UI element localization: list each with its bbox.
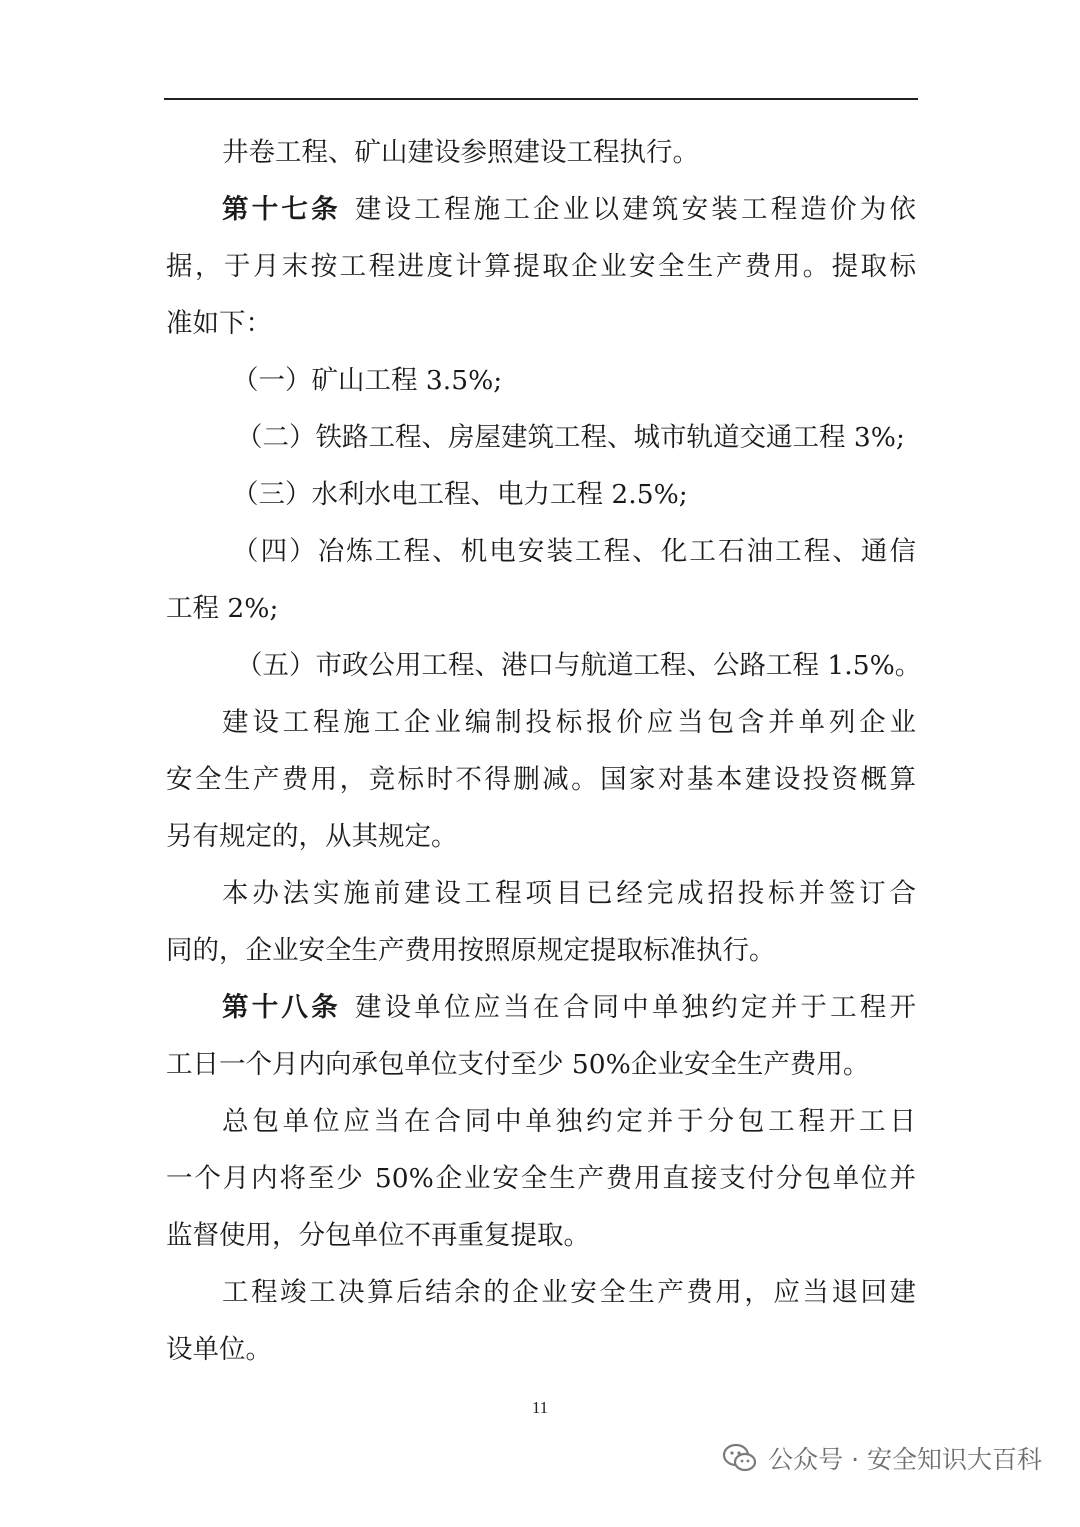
text-line: 据，于月末按工程进度计算提取企业安全生产费用。提取标 bbox=[166, 251, 916, 282]
watermark bbox=[722, 1438, 1042, 1478]
article-heading: 第十七条 bbox=[222, 194, 341, 225]
text-line: 工日一个月内向承包单位支付至少 50%企业安全生产费用。 bbox=[166, 1049, 870, 1080]
header-rule bbox=[164, 98, 918, 100]
text-line: 建设单位应当在合同中单独约定并于工程开 bbox=[354, 992, 917, 1023]
text-line: 同的，企业安全生产费用按照原规定提取标准执行。 bbox=[166, 935, 776, 966]
text-line: 本办法实施前建设工程项目已经完成招投标并签订合 bbox=[222, 878, 916, 909]
wechat-icon bbox=[722, 1443, 758, 1473]
list-item: （五）市政公用工程、港口与航道工程、公路工程 1.5%。 bbox=[236, 650, 922, 681]
text-line: 工程 2%; bbox=[166, 593, 279, 624]
watermark-text: 公众号 · 安全知识大百科 bbox=[768, 1445, 1042, 1474]
list-item: （二）铁路工程、房屋建筑工程、城市轨道交通工程 3%; bbox=[236, 422, 905, 453]
page-number: 11 bbox=[531, 1398, 549, 1417]
text-line: 监督使用，分包单位不再重复提取。 bbox=[166, 1220, 590, 1251]
text-line: 建设工程施工企业以建筑安装工程造价为依 bbox=[354, 194, 917, 225]
text-line: 另有规定的，从其规定。 bbox=[166, 821, 458, 852]
text-line: 设单位。 bbox=[166, 1334, 272, 1365]
article-17-first-line bbox=[166, 181, 916, 238]
list-item: （一）矿山工程 3.5%; bbox=[232, 365, 503, 396]
list-item: （四）冶炼工程、机电安装工程、化工石油工程、通信 bbox=[232, 536, 916, 567]
text-line: 工程竣工决算后结余的企业安全生产费用，应当退回建 bbox=[222, 1277, 916, 1308]
text-line: 一个月内将至少 50%企业安全生产费用直接支付分包单位并 bbox=[166, 1163, 916, 1194]
document-body bbox=[166, 124, 922, 1378]
text-line: 总包单位应当在合同中单独约定并于分包工程开工日 bbox=[222, 1106, 916, 1137]
text-line: 准如下： bbox=[166, 308, 272, 339]
text-line: 井卷工程、矿山建设参照建设工程执行。 bbox=[222, 137, 699, 168]
list-item: （三）水利水电工程、电力工程 2.5%; bbox=[232, 479, 688, 510]
article-heading: 第十八条 bbox=[222, 992, 341, 1023]
text-line: 建设工程施工企业编制投标报价应当包含并单列企业 bbox=[222, 707, 916, 738]
article-18-first-line bbox=[166, 979, 916, 1036]
text-line: 安全生产费用，竞标时不得删减。国家对基本建设投资概算 bbox=[166, 764, 916, 795]
